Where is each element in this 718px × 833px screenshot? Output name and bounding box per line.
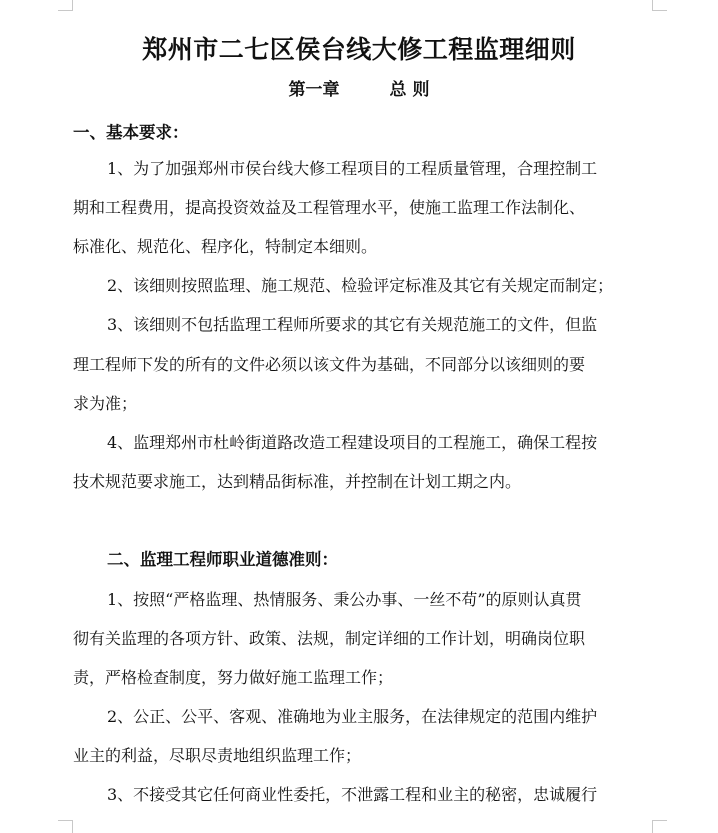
paragraph-line: 责，严格检查制度，努力做好施工监理工作； [73,668,394,687]
paragraph-line: 2、公正、公平、客观、准确地为业主服务，在法律规定的范围内维护 [107,707,598,726]
crop-mark-bottom-left [58,820,73,833]
paragraph-line: 1、为了加强郑州市侯台线大修工程项目的工程质量管理，合理控制工 [107,159,598,178]
paragraph-line: 技术规范要求施工，达到精品街标准，并控制在计划工期之内。 [73,472,522,491]
crop-mark-top-right [652,0,667,11]
paragraph-line: 2、该细则按照监理、施工规范、检验评定标准及其它有关规定而制定； [107,276,614,295]
paragraph-line: 标准化、规范化、程序化，特制定本细则。 [73,237,378,256]
paragraph-line: 1、按照“严格监理、热情服务、秉公办事、一丝不苟”的原则认真贯 [107,590,582,609]
paragraph-line: 理工程师下发的所有的文件必须以该文件为基础，不同部分以该细则的要 [73,355,586,374]
paragraph-line: 彻有关监理的各项方针、政策、法规，制定详细的工作计划，明确岗位职 [73,629,586,648]
document-title: 郑州市二七区侯台线大修工程监理细则 [142,35,576,64]
paragraph-line: 业主的利益，尽职尽责地组织监理工作； [73,746,362,765]
crop-mark-top-left [58,0,73,11]
paragraph-line: 求为准； [73,394,138,413]
section-heading-ethics: 二、监理工程师职业道德准则： [107,550,338,569]
paragraph-line: 3、该细则不包括监理工程师所要求的其它有关规范施工的文件，但监 [107,315,598,334]
chapter-number: 第一章 [288,80,340,100]
crop-mark-bottom-right [652,820,667,833]
paragraph-line: 期和工程费用，提高投资效益及工程管理水平，使施工监理工作法制化、 [73,198,586,217]
paragraph-line: 4、监理郑州市杜岭街道路改造工程建设项目的工程施工，确保工程按 [107,433,598,452]
paragraph-line: 3、不接受其它任何商业性委托，不泄露工程和业主的秘密，忠诚履行 [107,785,598,804]
section-heading-basic-requirements: 一、基本要求： [73,123,189,142]
chapter-heading [0,75,718,100]
chapter-title: 总 则 [389,80,430,100]
